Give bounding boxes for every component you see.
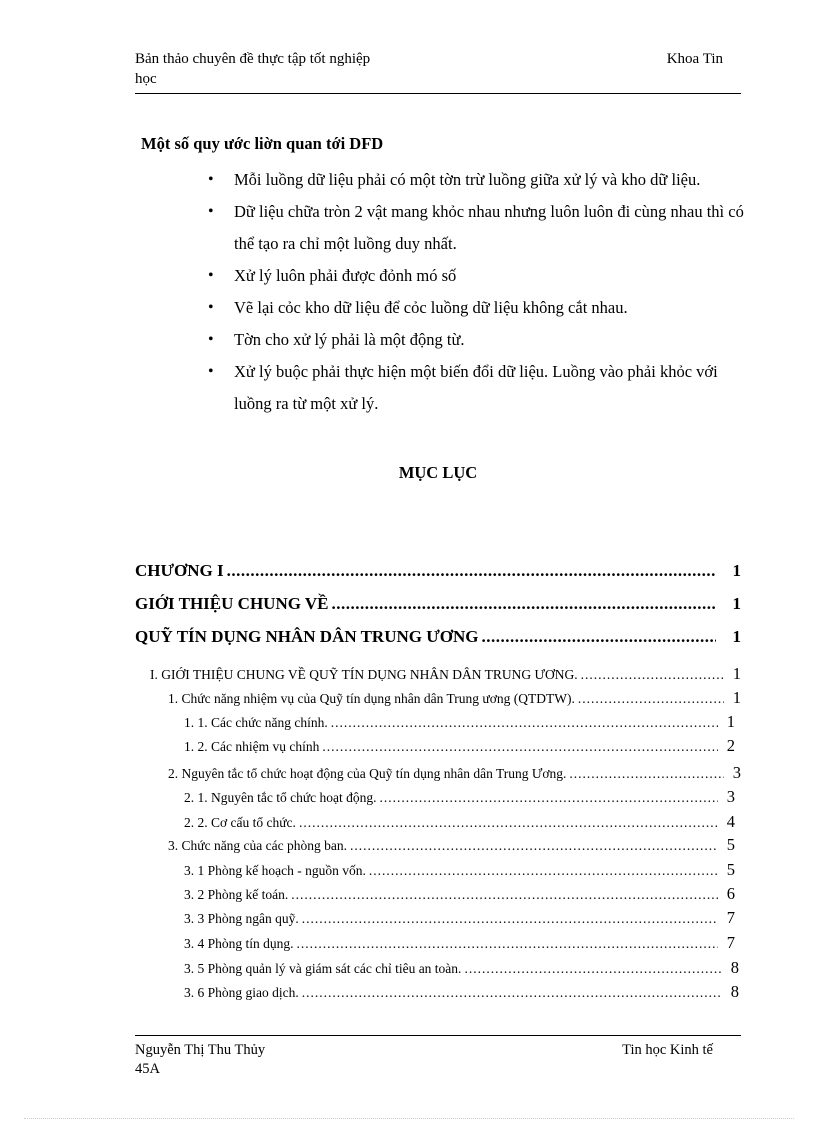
toc-entry-page: 1	[732, 594, 741, 613]
convention-list	[206, 164, 746, 420]
header-left	[135, 49, 435, 89]
toc-entry-text: 2. Nguyên tắc tổ chức hoạt động của Quỹ tín dụng nhân dân Trung Ương.	[168, 766, 567, 781]
toc-entry-text: GIỚI THIỆU CHUNG VỀ	[135, 594, 329, 613]
toc-entry-text: QUỸ TÍN DỤNG NHÂN DÂN TRUNG ƯƠNG	[135, 627, 479, 646]
header-title-line1: Bản thảo chuyên đề thực tập tốt nghiệp	[135, 51, 371, 67]
toc-entry[interactable]	[168, 688, 741, 708]
toc-leader	[350, 838, 718, 854]
toc-entry-text: 3. 3 Phòng ngân quỹ.	[184, 911, 299, 926]
footer-author	[135, 1041, 265, 1079]
toc-entry[interactable]	[184, 787, 735, 807]
toc-entry[interactable]	[184, 860, 735, 880]
section-title: Một số quy ước liờn quan tới DFD	[141, 134, 384, 153]
toc-leader	[322, 739, 718, 755]
toc-entry[interactable]	[135, 561, 741, 581]
toc-entry[interactable]	[184, 712, 735, 732]
toc-entry-text: I. GIỚI THIỆU CHUNG VỀ QUỸ TÍN DỤNG NHÂN DÂN TRUNG ƯƠNG.	[150, 667, 578, 682]
toc-entry[interactable]	[135, 594, 741, 614]
toc-entry[interactable]	[184, 884, 735, 904]
toc-leader	[380, 790, 718, 806]
toc-entry-page: 1	[732, 664, 741, 683]
list-item: • Vẽ lại cỏc kho dữ liệu để cỏc luồng dữ liệu không cắt nhau.	[206, 292, 746, 324]
toc-entry-text: 1. 2. Các nhiệm vụ chính	[184, 739, 320, 754]
toc-entry-text: 3. Chức năng của các phòng ban.	[168, 838, 348, 853]
toc-entry-page: 1	[732, 561, 741, 580]
header-title-line2: học	[135, 71, 157, 87]
toc-entry[interactable]	[184, 812, 735, 832]
toc-leader	[291, 887, 718, 903]
header-department: Khoa Tin	[666, 51, 723, 67]
page-header	[135, 49, 741, 94]
list-item: • Tờn cho xử lý phải là một động từ.	[206, 324, 746, 356]
toc-leader	[332, 594, 717, 614]
toc-entry-text: 2. 1. Nguyên tắc tổ chức hoạt động.	[184, 790, 377, 805]
toc-entry-page: 3	[726, 787, 735, 806]
toc-leader	[578, 691, 724, 707]
toc-entry-page: 7	[726, 908, 735, 927]
toc-title: MỤC LỤC	[398, 463, 478, 482]
toc-leader	[227, 561, 716, 581]
toc-leader	[581, 667, 724, 683]
toc-entry-text: 3. 1 Phòng kế hoạch - nguồn vốn.	[184, 863, 366, 878]
toc-entry-page: 1	[732, 688, 741, 707]
toc-entry[interactable]	[184, 736, 735, 756]
toc-entry-page: 5	[726, 835, 735, 854]
toc-entry[interactable]	[150, 664, 741, 684]
toc-entry-page: 2	[726, 736, 735, 755]
toc-leader	[297, 936, 718, 952]
toc-leader	[464, 961, 722, 977]
toc-entry-page: 5	[726, 860, 735, 879]
footer-author-name: Nguyễn Thị Thu Thủy	[135, 1042, 266, 1058]
toc-leader	[302, 985, 722, 1001]
toc-entry[interactable]	[168, 763, 741, 783]
list-item: • Dữ liệu chữa tròn 2 vật mang khỏc nhau nhưng luôn luôn đi cùng nhau thì có thể tạo ra chỉ một luồng duy nhất.	[206, 196, 746, 260]
toc-entry-text: 3. 4 Phòng tín dụng.	[184, 936, 294, 951]
toc-entry[interactable]	[184, 933, 735, 953]
footer-author-class: 45A	[135, 1061, 160, 1077]
footer-major: Tin học Kinh tế	[622, 1042, 713, 1058]
toc-entry-text: 1. Chức năng nhiệm vụ của Quỹ tín dụng nhân dân Trung ương (QTDTW).	[168, 691, 575, 706]
toc-entry-text: CHƯƠNG I	[135, 561, 224, 580]
toc-entry-page: 8	[730, 958, 739, 977]
toc-entry-text: 3. 5 Phòng quản lý và giám sát các chỉ tiêu an toàn.	[184, 961, 462, 976]
toc-leader	[569, 766, 724, 782]
toc-entry-text: 3. 6 Phòng giao dịch.	[184, 985, 299, 1000]
toc-leader	[302, 911, 718, 927]
list-item: • Xử lý buộc phải thực hiện một biến đổi dữ liệu. Luồng vào phải khỏc với luồng ra từ một xử lý.	[206, 356, 746, 420]
toc-entry-page: 6	[726, 884, 735, 903]
toc-entry-page: 8	[730, 982, 739, 1001]
toc-entry[interactable]	[135, 627, 741, 647]
toc-entry-page: 3	[732, 763, 741, 782]
toc-entry[interactable]	[184, 908, 735, 928]
toc-entry-page: 1	[726, 712, 735, 731]
toc-entry-page: 7	[726, 933, 735, 952]
toc-entry[interactable]	[184, 958, 739, 978]
toc-entry-text: 2. 2. Cơ cấu tổ chức.	[184, 815, 296, 830]
toc-entry[interactable]	[168, 835, 735, 855]
toc-leader	[331, 715, 718, 731]
toc-leader	[481, 627, 716, 647]
toc-entry-text: 3. 2 Phòng kế toán.	[184, 887, 289, 902]
toc-entry-text: 1. 1. Các chức năng chính.	[184, 715, 328, 730]
page-footer	[135, 1035, 741, 1077]
list-item: • Xử lý luôn phải được đỏnh mó số	[206, 260, 746, 292]
page-edge-divider	[24, 1118, 794, 1119]
toc-entry-page: 1	[732, 627, 741, 646]
toc-leader	[299, 815, 718, 831]
list-item: • Mỗi luồng dữ liệu phải có một tờn trừ luồng giữa xử lý và kho dữ liệu.	[206, 164, 746, 196]
toc-leader	[369, 863, 718, 879]
toc-entry-page: 4	[726, 812, 735, 831]
toc-entry[interactable]	[184, 982, 739, 1002]
